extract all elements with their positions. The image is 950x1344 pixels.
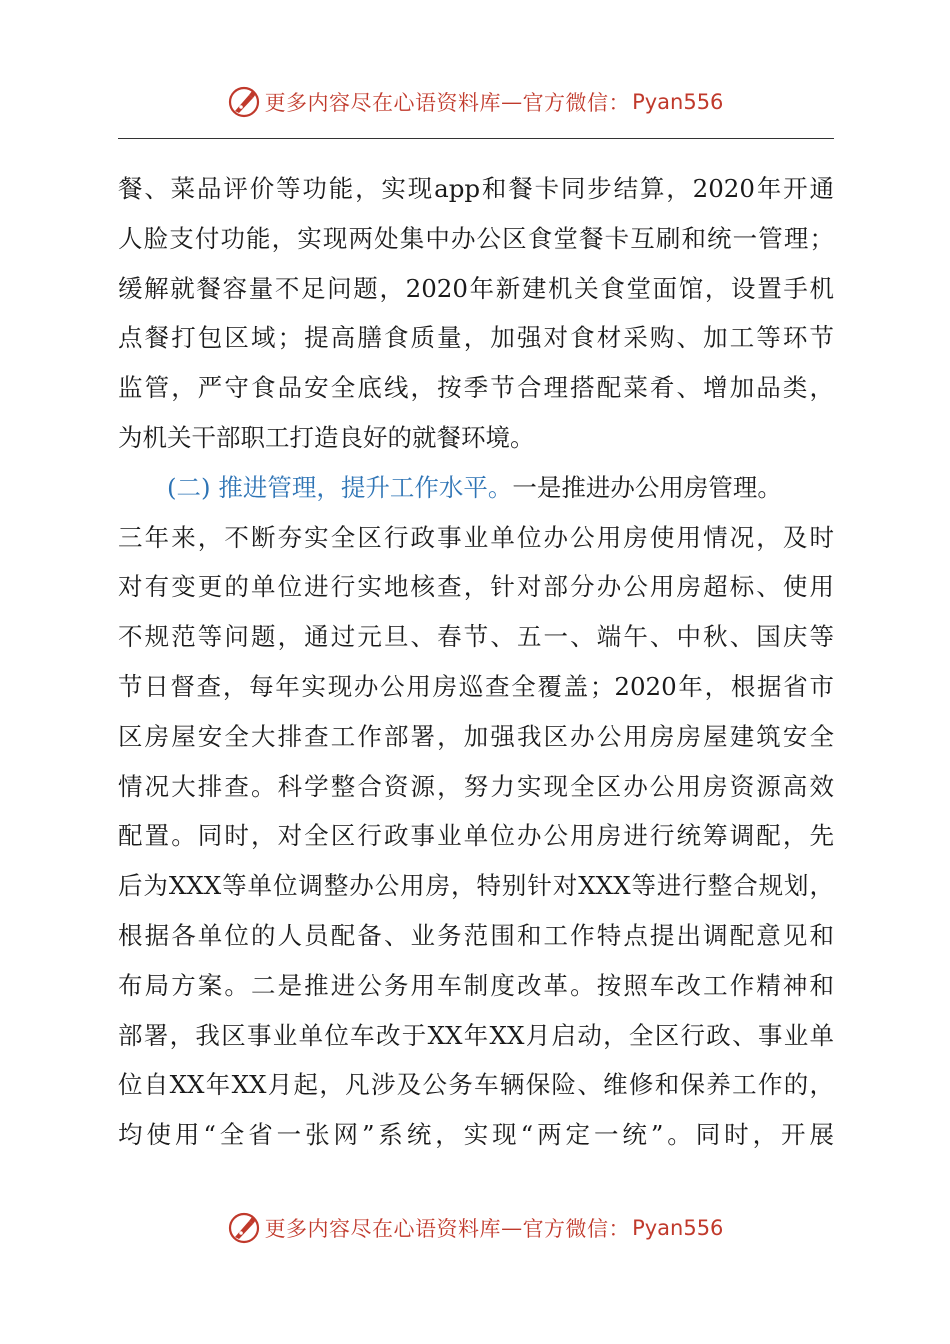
text-line: 配置。同时，对全区行政事业单位办公用房进行统筹调配，先 xyxy=(118,821,834,851)
section-heading-line xyxy=(118,463,834,513)
text-line: 监管，严守食品安全底线，按季节合理搭配菜肴、增加品类， xyxy=(118,373,834,403)
watermark-brand: 更多内容尽在心语资料库 xyxy=(264,91,502,115)
document-body xyxy=(118,164,834,1160)
header-watermark xyxy=(0,82,950,122)
text-line: 情况大排查。科学整合资源，努力实现全区办公用房资源高效 xyxy=(118,771,834,801)
section-heading: (二) 推进管理，提升工作水平。 xyxy=(167,472,513,502)
text-line: 人脸支付功能，实现两处集中办公区食堂餐卡互刷和统一管理； xyxy=(118,223,834,253)
text-line: 区房屋安全大排查工作部署，加强我区办公用房房屋建筑安全 xyxy=(118,721,834,751)
text-line: 三年来，不断夯实全区行政事业单位办公用房使用情况，及时 xyxy=(118,522,834,552)
text-line: 后为XXX等单位调整办公用房，特别针对XXX等进行整合规划， xyxy=(118,871,834,901)
watermark-label: 官方微信： xyxy=(522,1217,631,1241)
watermark-dash: — xyxy=(501,90,523,114)
pen-nib-icon xyxy=(227,1211,261,1245)
text-line: 对有变更的单位进行实地核查，针对部分办公用房超标、使用 xyxy=(118,572,834,602)
watermark-label: 官方微信： xyxy=(522,91,631,115)
footer-watermark xyxy=(0,1208,950,1248)
text-line: 部署，我区事业单位车改于XX年XX月启动，全区行政、事业单 xyxy=(118,1020,834,1050)
watermark-wechat-id: Pyan556 xyxy=(632,90,724,114)
text-line-rest: 一是推进办公用房管理。 xyxy=(512,472,782,502)
text-line: 为机关干部职工打造良好的就餐环境。 xyxy=(118,422,535,452)
watermark-brand: 更多内容尽在心语资料库 xyxy=(264,1217,502,1241)
text-line: 点餐打包区域；提高膳食质量，加强对食材采购、加工等环节 xyxy=(118,323,834,353)
text-line: 均使用“全省一张网”系统，实现“两定一统”。同时，开展 xyxy=(118,1120,834,1150)
text-line: 布局方案。二是推进公务用车制度改革。按照车改工作精神和 xyxy=(118,970,834,1000)
text-line: 餐、菜品评价等功能，实现app和餐卡同步结算，2020年开通 xyxy=(118,174,834,203)
text-line: 节日督查，每年实现办公用房巡查全覆盖；2020年，根据省市 xyxy=(118,671,834,701)
header-divider xyxy=(118,138,834,139)
watermark-wechat-id: Pyan556 xyxy=(632,1216,724,1240)
text-line: 缓解就餐容量不足问题，2020年新建机关食堂面馆，设置手机 xyxy=(118,273,834,303)
text-line: 不规范等问题，通过元旦、春节、五一、端午、中秋、国庆等 xyxy=(118,622,834,652)
pen-nib-icon xyxy=(227,85,261,119)
text-line: 根据各单位的人员配备、业务范围和工作特点提出调配意见和 xyxy=(118,920,834,950)
text-line: 位自XX年XX月起，凡涉及公务车辆保险、维修和保养工作的， xyxy=(118,1070,834,1100)
watermark-dash: — xyxy=(501,1216,523,1240)
